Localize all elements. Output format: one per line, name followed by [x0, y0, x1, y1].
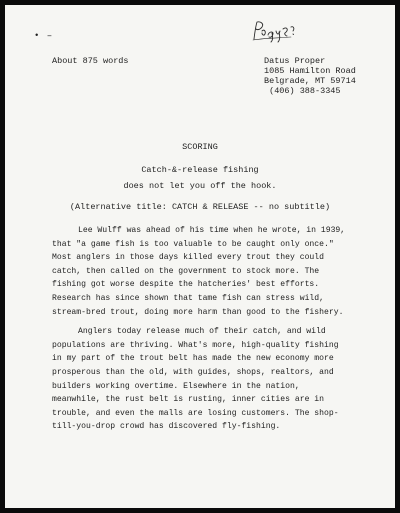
document-page	[5, 5, 395, 508]
handwritten-annotation	[251, 19, 297, 43]
headline	[5, 162, 395, 194]
headline-line-2: does not let you off the hook.	[123, 181, 277, 191]
author-street: 1085 Hamilton Road	[264, 66, 356, 76]
paragraph: Anglers today release much of their catch, and wild populations are thriving. What's more, high-quality fishing in my part of the trout belt has made the new economy more prosperous than the old, with guides, shops, realtors, and builders working overtime. Elsewhere in the nation, meanwhile, the rust belt is rusting, inner cities are in trouble, and even the malls are losing customers. The shop-till-you-drop crowd has discovered fly-fishing.	[52, 327, 339, 432]
section-title: SCORING	[182, 142, 218, 152]
author-city: Belgrade, MT 59714	[264, 76, 356, 86]
paragraph: Lee Wulff was ahead of his time when he wrote, in 1939, that "a game fish is too valuable to be caught only once." Most anglers in those days killed every trout they could catch, then called on the government to stock more. The fishing got worse despite the hatcheries' best efforts. Research has since shown that tame fish can stress wild, stream-bred trout, doing more harm than good to the fishery.	[52, 226, 346, 317]
author-phone: (406) 388-3345	[264, 86, 341, 96]
corner-mark: • –	[34, 31, 54, 41]
article-body	[52, 224, 352, 440]
word-count: About 875 words	[52, 56, 129, 66]
author-block	[264, 56, 356, 96]
author-name: Datus Proper	[264, 56, 326, 66]
headline-line-1: Catch-&-release fishing	[141, 165, 259, 175]
alternative-title: (Alternative title: CATCH & RELEASE -- no subtitle)	[69, 202, 331, 212]
